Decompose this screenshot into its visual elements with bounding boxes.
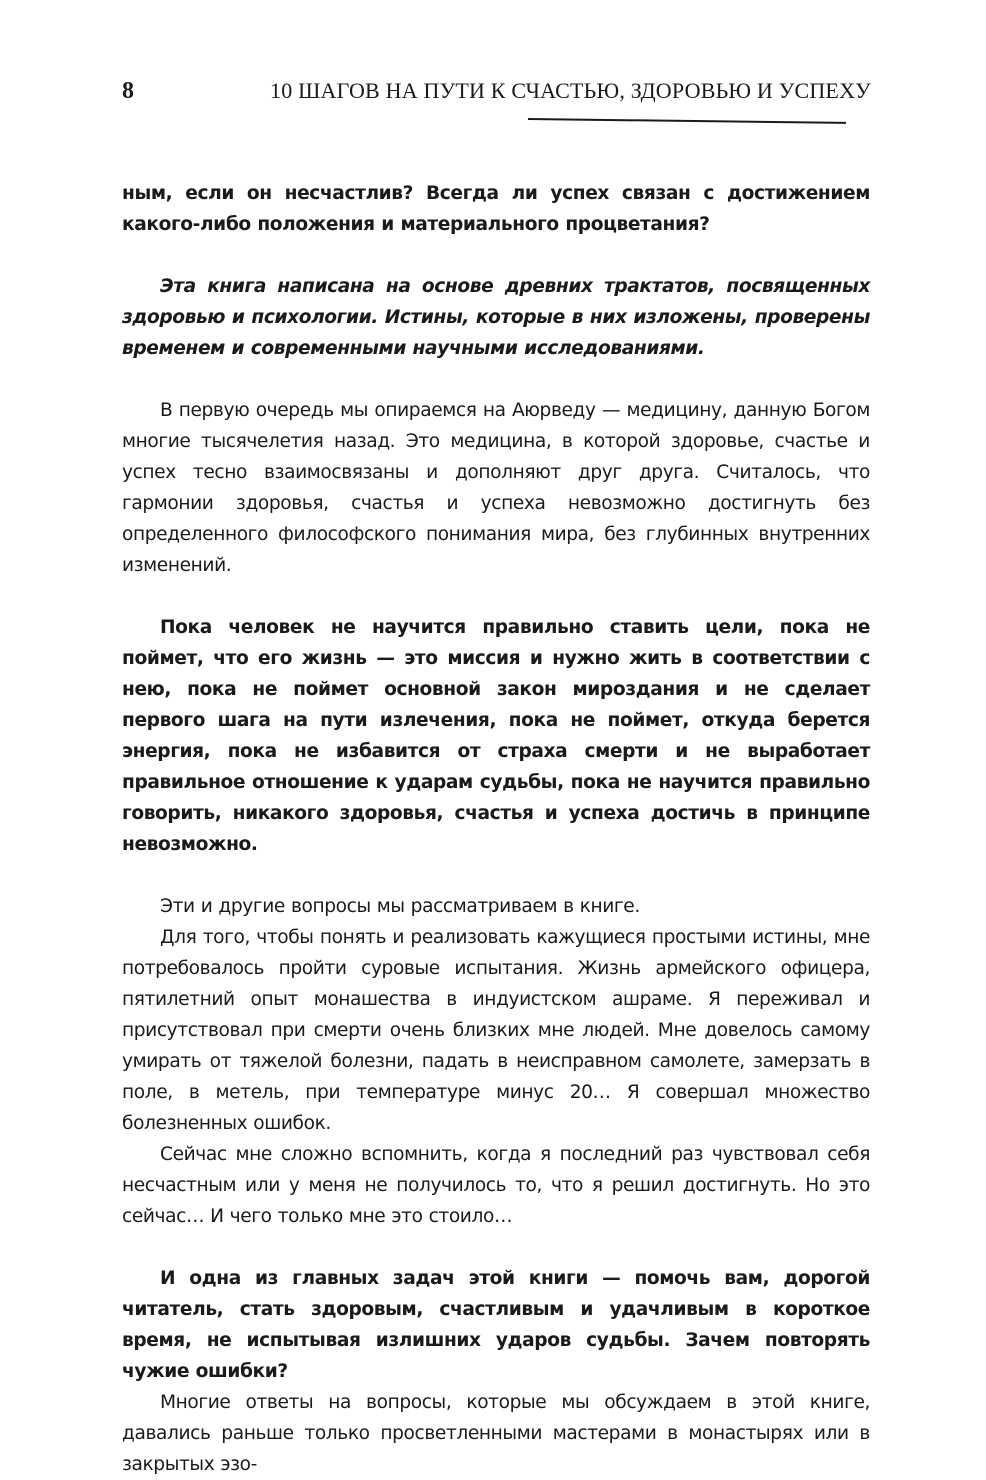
- running-title: 10 ШАГОВ НА ПУТИ К СЧАСТЬЮ, ЗДОРОВЬЮ И УСПЕХУ: [270, 78, 871, 103]
- paragraph-ayurveda: В первую очередь мы опираемся на Аюрведу — медицину, данную Богом многие тысячелетия назад. Это медицина, в которой здоровье, счастье и успех тесно взаимосвязаны и дополняют друг друга. Считалось, что гармонии здоровья, счастья и успеха невозможно достигнуть без определенного философского понимания мира, без глубинных внутренних изменений.: [122, 400, 870, 576]
- paragraph-main-goal: И одна из главных задач этой книги — помочь вам, дорогой читатель, стать здоровым, счастливым и удачливым в короткое время, не испытывая излишних ударов судьбы. Зачем повторять чужие ошибки?: [122, 1268, 870, 1382]
- paragraph-intro-italic: Эта книга написана на основе древних трактатов, посвященных здоровью и психологии. Истины, которые в них изложены, проверены временем и современными научными исследованиями.: [122, 276, 870, 359]
- paragraph-trials: Для того, чтобы понять и реализовать кажущиеся простыми истины, мне потребовалось пройти суровые испытания. Жизнь армейского офицера, пятилетний опыт монашества в индуистском ашраме. Я переживал и присутствовал при смерти очень близких мне людей. Мне довелось самому умирать от тяжелой болезни, падать в неисправном самолете, замерзать в поле, в метель, при температуре минус 20… Я совершал множество болезненных ошибок.: [122, 927, 870, 1134]
- page-body: [122, 178, 870, 1480]
- header-rule: [528, 118, 846, 124]
- paragraph-continued-question: ным, если он несчастлив? Всегда ли успех связан с достижением какого-либо положения и материального процветания?: [122, 183, 870, 235]
- paragraph-questions: Эти и другие вопросы мы рассматриваем в книге.: [160, 896, 640, 917]
- paragraph-now: Сейчас мне сложно вспомнить, когда я последний раз чувствовал себя несчастным или у меня не получилось то, что я решил достигнуть. Но это сейчас… И чего только мне это стоило…: [122, 1144, 870, 1227]
- paragraph-answers: Многие ответы на вопросы, которые мы обсуждаем в этой книге, давались раньше только просветленными мастерами в монастырях или в закрытых эзо-: [122, 1392, 870, 1475]
- paragraph-conditions: Пока человек не научится правильно ставить цели, пока не поймет, что его жизнь — это миссия и нужно жить в соответствии с нею, пока не поймет основной закон мироздания и не сделает первого шага на пути излечения, пока не поймет, откуда берется энергия, пока не избавится от страха смерти и не выработает правильное отношение к ударам судьбы, пока не научится правильно говорить, никакого здоровья, счастья и успеха достичь в принципе невозможно.: [122, 617, 870, 855]
- page-number: 8: [122, 78, 134, 104]
